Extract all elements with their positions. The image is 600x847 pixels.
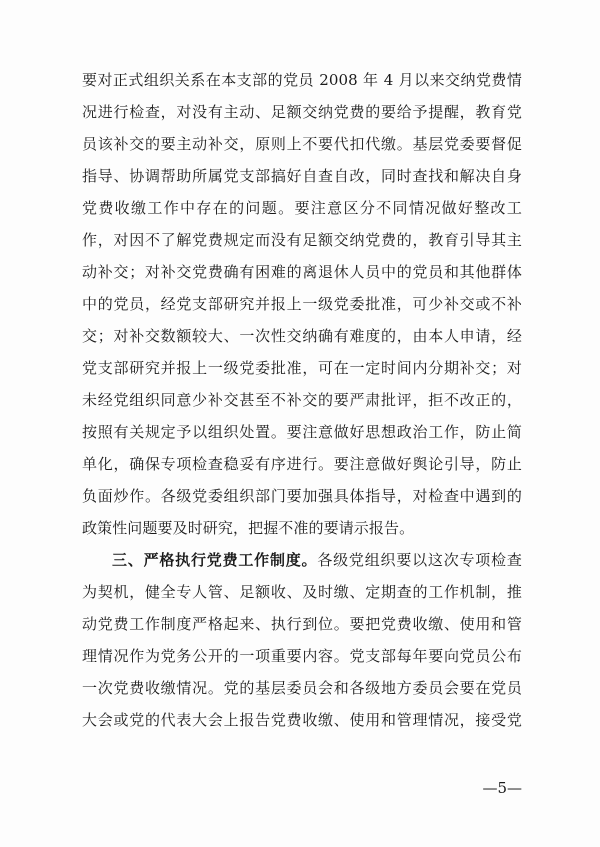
text-line: 指导、协调帮助所属党支部搞好自查自改，同时查找和解决自身 (82, 167, 522, 185)
text-line: 交；对补交数额较大、一次性交纳确有难度的，由本人申请，经 (82, 327, 522, 345)
text-line: 单化，确保专项检查稳妥有序进行。要注意做好舆论引导，防止 (82, 455, 522, 473)
text-line: 一次党费收缴情况。党的基层委员会和各级地方委员会要在党员 (82, 679, 522, 697)
text-line: 负面炒作。各级党委组织部门要加强具体指导，对检查中遇到的 (82, 487, 522, 505)
paragraph-2 (82, 544, 522, 736)
paragraph-1 (82, 64, 522, 544)
section-heading: 三、严格执行党费工作制度。 (112, 551, 318, 569)
text-line: 要对正式组织关系在本支部的党员 2008 年 4 月以来交纳党费情 (82, 71, 522, 89)
text-line: 动党费工作制度严格起来、执行到位。要把党费收缴、使用和管 (82, 615, 522, 633)
text-line: 大会或党的代表大会上报告党费收缴、使用和管理情况，接受党 (82, 711, 522, 729)
text-line: 未经党组织同意少补交甚至不补交的要严肃批评，拒不改正的， (82, 391, 522, 409)
text-line: 员该补交的要主动补交，原则上不要代扣代缴。基层党委要督促 (82, 135, 522, 153)
text-line: 作，对因不了解党费规定而没有足额交纳党费的，教育引导其主 (82, 231, 522, 249)
text-line: 动补交；对补交党费确有困难的离退休人员中的党员和其他群体 (82, 263, 522, 281)
text-run: 各级党组织要以这次专项检查 (317, 551, 522, 569)
text-line: 为契机，健全专人管、足额收、及时缴、定期查的工作机制，推 (82, 583, 522, 601)
text-line: 中的党员，经党支部研究并报上一级党委批准，可少补交或不补 (82, 295, 522, 313)
text-line: 政策性问题要及时研究，把握不准的要请示报告。 (82, 519, 415, 537)
text-line: 况进行检查，对没有主动、足额交纳党费的要给予提醒，教育党 (82, 103, 522, 121)
document-body (82, 64, 522, 736)
section-heading-line (82, 544, 522, 576)
page-number: —5— (482, 779, 522, 797)
text-line: 理情况作为党务公开的一项重要内容。党支部每年要向党员公布 (82, 647, 522, 665)
text-line: 党费收缴工作中存在的问题。要注意区分不同情况做好整改工 (82, 199, 522, 217)
text-line: 党支部研究并报上一级党委批准，可在一定时间内分期补交；对 (82, 359, 522, 377)
text-line: 按照有关规定予以组织处置。要注意做好思想政治工作，防止简 (82, 423, 522, 441)
